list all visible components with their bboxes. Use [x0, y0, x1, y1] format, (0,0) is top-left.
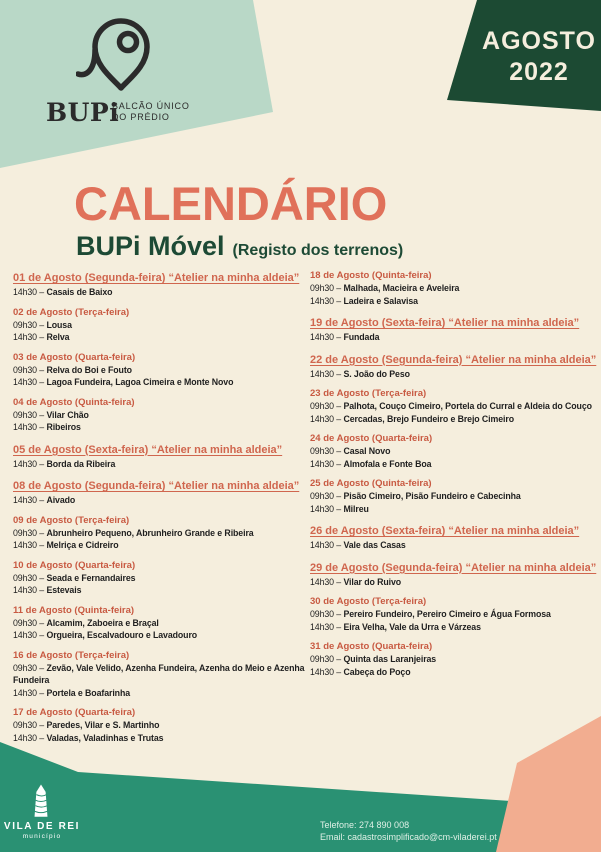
schedule-entry	[310, 641, 601, 678]
session-line	[310, 458, 601, 471]
session-line	[13, 494, 305, 507]
month-label: AGOSTO	[482, 27, 596, 55]
session-time: 14h30 –	[13, 495, 47, 505]
vila-de-rei-logo	[1, 821, 83, 840]
session-line	[310, 490, 601, 503]
session-time: 14h30 –	[13, 732, 47, 743]
session-line	[310, 331, 601, 344]
schedule-entry	[310, 596, 601, 633]
session-time: 14h30 –	[310, 413, 344, 424]
session-line	[13, 732, 305, 745]
bupi-logo	[0, 0, 260, 140]
bupi-logo-tagline	[112, 101, 190, 123]
session-time: 14h30 –	[13, 287, 47, 297]
contact-info	[320, 820, 497, 843]
municipality-name: VILA DE REI	[3, 821, 81, 832]
schedule-entry	[13, 605, 305, 642]
date-header: 17 de Agosto (Quarta-feira)	[13, 707, 136, 718]
date-header: 23 de Agosto (Terça-feira)	[310, 388, 427, 399]
date-header: 18 de Agosto (Quinta-feira)	[310, 270, 432, 281]
session-line	[310, 576, 601, 589]
email-text: Email: cadastrosimplificado@cm-viladerei.pt	[320, 831, 497, 842]
date-header: 24 de Agosto (Quarta-feira)	[310, 433, 433, 444]
session-line	[13, 629, 305, 642]
session-places: Eira Velha, Vale da Urra e Várzeas	[343, 621, 481, 632]
session-places: Palhota, Couço Cimeiro, Portela do Curral e Aldeia do Couço	[343, 401, 592, 411]
session-time: 14h30 –	[13, 630, 47, 640]
session-time: 09h30 –	[13, 409, 47, 420]
session-time: 09h30 –	[310, 609, 344, 619]
session-places: Casais de Baixo	[46, 287, 113, 297]
session-places: Vale das Casas	[343, 540, 406, 550]
session-time: 14h30 –	[310, 576, 344, 587]
schedule-entry	[310, 352, 601, 381]
schedule-entry	[310, 388, 601, 425]
session-time: 14h30 –	[13, 332, 47, 342]
session-places: Lagoa Fundeira, Lagoa Cimeira e Monte Novo	[46, 377, 234, 387]
session-line	[13, 331, 305, 344]
session-places: Ladeira e Salavisa	[343, 295, 418, 306]
session-places: Vilar Chão	[46, 409, 89, 420]
session-time: 09h30 –	[310, 491, 344, 501]
session-places: Paredes, Vilar e S. Martinho	[46, 720, 160, 730]
schedule-entry	[13, 515, 305, 552]
session-time: 09h30 –	[13, 572, 47, 583]
session-time: 14h30 –	[310, 295, 344, 306]
session-time: 14h30 –	[310, 666, 344, 677]
tagline-line-2: DO PRÉDIO	[112, 112, 170, 122]
schedule-entry	[13, 442, 305, 471]
vila-de-rei-tower-icon	[29, 783, 53, 821]
session-time: 14h30 –	[310, 332, 344, 342]
session-line	[310, 503, 601, 516]
schedule-entry	[13, 307, 305, 344]
schedule-entry	[13, 397, 305, 434]
schedule-entry	[310, 270, 601, 307]
session-places: Almofala e Fonte Boa	[343, 458, 432, 469]
session-places: Relva do Boi e Fouto	[46, 364, 132, 375]
session-places: Orgueira, Escalvadouro e Lavadouro	[46, 630, 198, 640]
session-places: Seada e Fernandaires	[46, 572, 136, 583]
schedule-entry	[13, 270, 305, 299]
schedule-column-left	[13, 270, 305, 752]
session-places: Cabeça do Poço	[343, 666, 411, 677]
schedule-entry	[13, 707, 305, 744]
subtitle: BUPi Móvel	[76, 231, 225, 261]
schedule-entry	[310, 315, 601, 344]
session-time: 09h30 –	[13, 617, 47, 628]
session-line	[13, 527, 305, 540]
session-line	[13, 364, 305, 377]
session-places: Cercadas, Brejo Fundeiro e Brejo Cimeiro	[343, 413, 514, 424]
session-line	[13, 584, 305, 597]
session-line	[310, 413, 601, 426]
session-places: Pisão Cimeiro, Pisão Fundeiro e Cabecinha	[343, 491, 521, 501]
date-header: 16 de Agosto (Terça-feira)	[13, 649, 130, 661]
session-line	[310, 653, 601, 666]
schedule-entry	[13, 650, 305, 700]
session-places: Quinta das Laranjeiras	[343, 654, 437, 664]
session-line	[13, 376, 305, 389]
date-header: 10 de Agosto (Quarta-feira)	[13, 559, 136, 571]
session-time: 09h30 –	[13, 720, 47, 730]
subtitle-row	[76, 231, 403, 262]
schedule-entry	[310, 560, 601, 589]
date-header: 09 de Agosto (Terça-feira)	[13, 514, 130, 526]
session-places: Portela e Boafarinha	[46, 687, 131, 698]
phone-text: Telefone: 274 890 008	[320, 820, 410, 830]
session-line	[13, 687, 305, 700]
subtitle-note: (Registo dos terrenos)	[232, 242, 404, 259]
schedule-entry	[310, 478, 601, 515]
date-header: 03 de Agosto (Quarta-feira)	[13, 351, 136, 363]
date-header: 08 de Agosto (Segunda-feira) “Atelier na minha aldeia”	[13, 480, 300, 492]
date-header: 05 de Agosto (Sexta-feira) “Atelier na minha aldeia”	[13, 443, 283, 456]
date-header: 26 de Agosto (Sexta-feira) “Atelier na minha aldeia”	[310, 525, 580, 537]
session-time: 09h30 –	[13, 527, 47, 538]
session-places: Zevão, Vale Velido, Azenha Fundeira, Azenha do Meio e Azenha Fundeira	[13, 662, 305, 685]
session-places: Lousa	[46, 319, 72, 330]
session-places: Estevais	[46, 585, 82, 595]
session-places: Fundada	[343, 332, 380, 342]
date-header: 02 de Agosto (Terça-feira)	[13, 306, 130, 318]
session-time: 09h30 –	[13, 319, 47, 330]
date-header: 31 de Agosto (Quarta-feira)	[310, 641, 433, 652]
session-time: 09h30 –	[13, 662, 47, 673]
year-label: 2022	[509, 58, 569, 86]
session-places: Melriça e Cidreiro	[46, 540, 119, 550]
page-title: CALENDÁRIO	[74, 177, 388, 230]
date-header: 19 de Agosto (Sexta-feira) “Atelier na minha aldeia”	[310, 317, 580, 329]
session-line	[13, 662, 305, 687]
session-line	[13, 319, 305, 332]
session-places: Casal Novo	[343, 446, 391, 456]
date-header: 04 de Agosto (Quinta-feira)	[13, 396, 135, 408]
session-line	[310, 608, 601, 621]
session-time: 09h30 –	[13, 364, 47, 375]
session-places: Vilar do Ruivo	[343, 576, 402, 587]
session-places: Aivado	[46, 495, 76, 505]
session-line	[13, 539, 305, 552]
session-time: 14h30 –	[13, 422, 47, 432]
session-time: 09h30 –	[310, 283, 344, 293]
session-places: Valadas, Valadinhas e Trutas	[46, 732, 164, 743]
session-time: 14h30 –	[13, 540, 47, 550]
session-time: 14h30 –	[310, 368, 344, 379]
tagline-line-1: BALCÃO ÚNICO	[112, 101, 190, 111]
session-time: 14h30 –	[13, 585, 47, 595]
session-time: 14h30 –	[310, 540, 344, 550]
date-header: 30 de Agosto (Terça-feira)	[310, 596, 427, 607]
session-places: Alcamim, Zaboeira e Braçal	[46, 617, 159, 628]
session-time: 14h30 –	[13, 458, 47, 469]
session-line	[13, 421, 305, 434]
session-time: 09h30 –	[310, 401, 344, 411]
session-line	[310, 539, 601, 552]
session-time: 09h30 –	[310, 446, 344, 456]
session-places: Milreu	[343, 503, 369, 514]
session-line	[13, 572, 305, 585]
session-places: S. João do Peso	[343, 368, 410, 379]
date-header: 25 de Agosto (Quinta-feira)	[310, 478, 432, 489]
session-line	[13, 409, 305, 422]
schedule-entry	[13, 352, 305, 389]
date-header: 01 de Agosto (Segunda-feira) “Atelier na minha aldeia”	[13, 272, 300, 284]
schedule-entry	[13, 560, 305, 597]
session-time: 14h30 –	[13, 377, 47, 387]
session-places: Relva	[46, 332, 70, 342]
session-time: 14h30 –	[310, 503, 344, 514]
schedule-entry	[13, 478, 305, 507]
date-header: 11 de Agosto (Quinta-feira)	[13, 604, 135, 616]
session-time: 14h30 –	[310, 458, 344, 469]
session-line	[310, 282, 601, 295]
session-time: 14h30 –	[13, 687, 47, 698]
session-line	[310, 445, 601, 458]
session-line	[310, 621, 601, 634]
date-header: 29 de Agosto (Segunda-feira) “Atelier na minha aldeia”	[310, 561, 597, 574]
date-header: 22 de Agosto (Segunda-feira) “Atelier na minha aldeia”	[310, 353, 597, 366]
salmon-corner-shape	[496, 716, 601, 852]
session-line	[13, 617, 305, 630]
municipality-subtitle: município	[22, 833, 62, 840]
session-places: Malhada, Macieira e Aveleira	[343, 283, 460, 293]
session-line	[310, 666, 601, 679]
session-places: Abrunheiro Pequeno, Abrunheiro Grande e Ribeira	[46, 527, 254, 538]
session-places: Borda da Ribeira	[46, 458, 116, 469]
session-line	[310, 295, 601, 308]
session-line	[13, 719, 305, 732]
session-time: 14h30 –	[310, 621, 344, 632]
schedule-column-right	[310, 270, 601, 686]
session-line	[13, 458, 305, 471]
session-places: Pereiro Fundeiro, Pereiro Cimeiro e Água Formosa	[343, 609, 551, 619]
session-places: Ribeiros	[46, 422, 81, 432]
schedule-entry	[310, 433, 601, 470]
schedule-entry	[310, 523, 601, 552]
session-time: 09h30 –	[310, 654, 344, 664]
location-pin-icon	[76, 14, 166, 94]
month-banner	[477, 26, 601, 88]
session-line	[310, 400, 601, 413]
session-line	[310, 368, 601, 381]
session-line	[13, 286, 305, 299]
bupi-logo-text: BUPi	[46, 98, 120, 127]
